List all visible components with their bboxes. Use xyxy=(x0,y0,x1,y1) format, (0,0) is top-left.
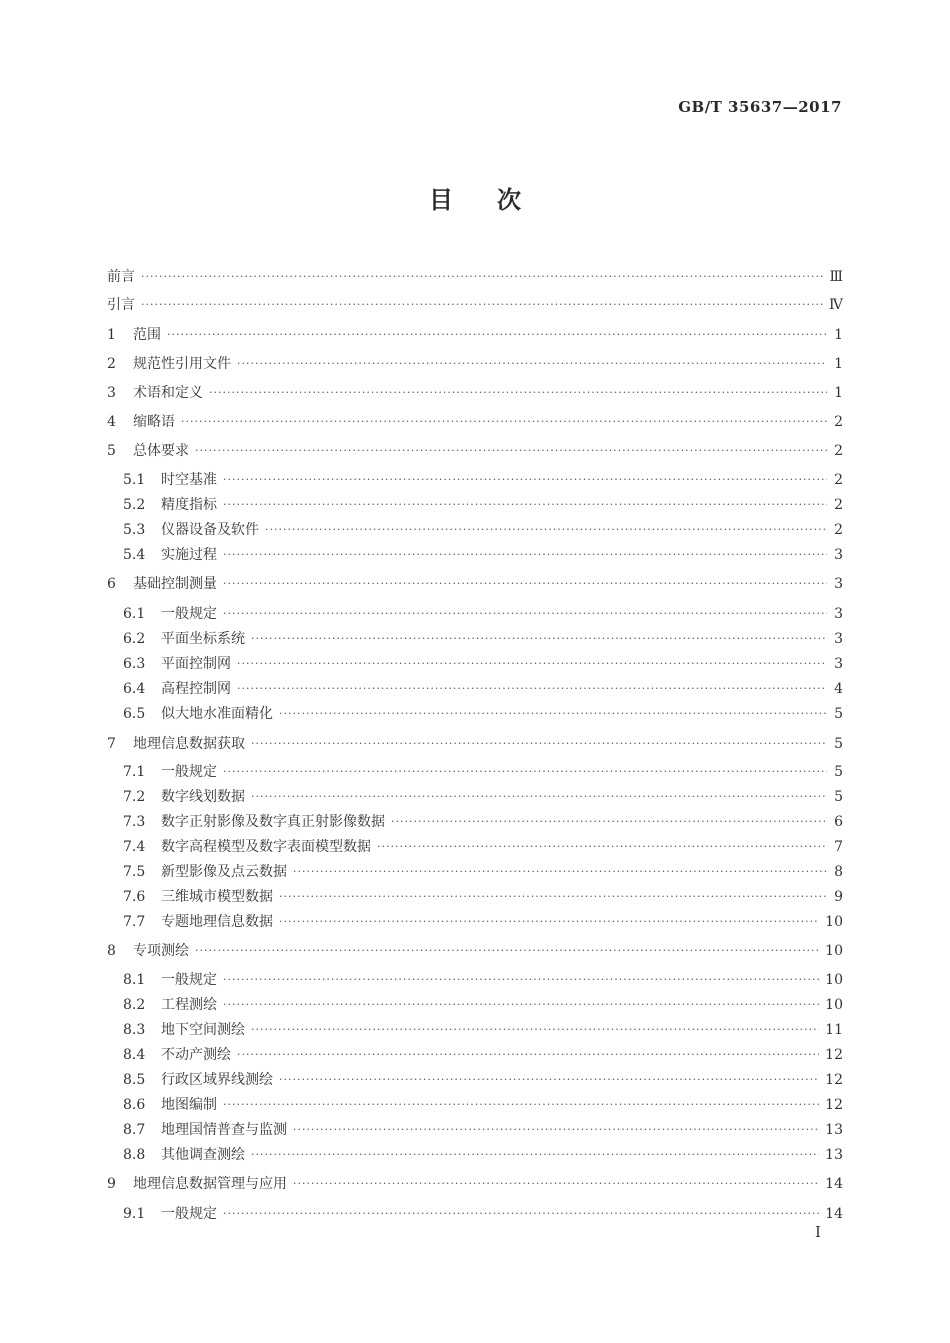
toc-entry-page: 1 xyxy=(834,327,843,343)
toc-entry-title: 地理信息数据管理与应用 xyxy=(133,1176,287,1192)
toc-entry[interactable] xyxy=(107,497,843,513)
toc-entry-page: 5 xyxy=(834,789,843,805)
toc-entry-number: 7.6 xyxy=(123,889,146,905)
toc-entry[interactable] xyxy=(107,269,843,285)
dot-leader xyxy=(167,327,827,343)
toc-entry-page: 3 xyxy=(834,656,843,672)
toc-entry-title: 地下空间测绘 xyxy=(161,1022,245,1038)
toc-entry-page: 1 xyxy=(834,356,843,372)
toc-entry-title: 专题地理信息数据 xyxy=(161,914,273,930)
toc-entry[interactable] xyxy=(107,631,843,647)
dot-leader xyxy=(279,706,827,722)
toc-entry-number: 5.2 xyxy=(123,497,146,513)
toc-entry-page: 2 xyxy=(834,414,843,430)
dot-leader xyxy=(279,914,819,930)
toc-entry[interactable] xyxy=(107,972,843,988)
toc-entry[interactable] xyxy=(107,356,843,372)
toc-entry-number: 8.1 xyxy=(123,972,146,988)
toc-entry-page: 5 xyxy=(834,706,843,722)
toc-entry-title: 其他调查测绘 xyxy=(161,1147,245,1163)
toc-entry-title: 一般规定 xyxy=(161,606,217,622)
toc-entry-number: 7.2 xyxy=(123,789,146,805)
dot-leader xyxy=(223,1206,819,1222)
toc-entry-page: 10 xyxy=(825,997,843,1013)
toc-entry-number: 8 xyxy=(107,943,116,959)
toc-entry-number: 6 xyxy=(107,576,116,592)
dot-leader xyxy=(223,497,827,513)
toc-entry[interactable] xyxy=(107,297,843,313)
toc-entry[interactable] xyxy=(107,606,843,622)
toc-entry-number: 5.3 xyxy=(123,522,146,538)
toc-entry[interactable] xyxy=(107,681,843,697)
dot-leader xyxy=(251,789,827,805)
toc-entry-page: 10 xyxy=(825,943,843,959)
toc-entry[interactable] xyxy=(107,522,843,538)
toc-entry[interactable] xyxy=(107,385,843,401)
toc-entry-title: 数字正射影像及数字真正射影像数据 xyxy=(161,814,385,830)
toc-entry-number: 9.1 xyxy=(123,1206,146,1222)
toc-entry-page: 2 xyxy=(834,497,843,513)
toc-entry-number: 8.8 xyxy=(123,1147,146,1163)
toc-entry-number: 6.1 xyxy=(123,606,146,622)
toc-entry-number: 8.7 xyxy=(123,1122,146,1138)
toc-entry-title: 地图编制 xyxy=(161,1097,217,1113)
toc-entry-number: 5.1 xyxy=(123,472,146,488)
toc-entry-title: 术语和定义 xyxy=(133,385,203,401)
dot-leader xyxy=(377,839,827,855)
dot-leader xyxy=(237,356,827,372)
toc-entry-number: 7.1 xyxy=(123,764,146,780)
toc-entry-page: 13 xyxy=(825,1147,843,1163)
toc-entry-title: 三维城市模型数据 xyxy=(161,889,273,905)
toc-entry-page: 9 xyxy=(834,889,843,905)
toc-entry-page: 3 xyxy=(834,606,843,622)
toc-entry-title: 不动产测绘 xyxy=(161,1047,231,1063)
toc-entry-page: 5 xyxy=(834,736,843,752)
toc-entry[interactable] xyxy=(107,1097,843,1113)
toc-entry-page: 7 xyxy=(834,839,843,855)
toc-entry-number: 8.4 xyxy=(123,1047,146,1063)
toc-entry-title: 专项测绘 xyxy=(133,943,189,959)
dot-leader xyxy=(209,385,827,401)
toc-entry[interactable] xyxy=(107,814,843,830)
page-title: 目次 xyxy=(429,185,565,214)
toc-entry[interactable] xyxy=(107,576,843,592)
dot-leader xyxy=(237,656,827,672)
dot-leader xyxy=(223,997,819,1013)
toc-entry-page: 12 xyxy=(825,1097,843,1113)
toc-entry-page: Ⅳ xyxy=(829,297,843,313)
toc-entry[interactable] xyxy=(107,327,843,343)
toc-entry[interactable] xyxy=(107,914,843,930)
toc-entry-page: 1 xyxy=(834,385,843,401)
toc-entry-number: 9 xyxy=(107,1176,116,1192)
toc-entry-number: 8.5 xyxy=(123,1072,146,1088)
toc-entry-page: 3 xyxy=(834,631,843,647)
toc-entry-title: 规范性引用文件 xyxy=(133,356,231,372)
toc-entry-page: 3 xyxy=(834,576,843,592)
dot-leader xyxy=(251,631,827,647)
toc-entry-page: 6 xyxy=(834,814,843,830)
dot-leader xyxy=(391,814,827,830)
toc-entry-number: 3 xyxy=(107,385,116,401)
toc-entry[interactable] xyxy=(107,1122,843,1138)
toc-entry[interactable] xyxy=(107,764,843,780)
toc-entry-page: 10 xyxy=(825,972,843,988)
toc-entry-title: 一般规定 xyxy=(161,1206,217,1222)
dot-leader xyxy=(279,1072,819,1088)
toc-entry[interactable] xyxy=(107,443,843,459)
toc-entry-title: 前言 xyxy=(107,269,135,285)
dot-leader xyxy=(237,681,827,697)
toc-entry-page: 11 xyxy=(825,1022,843,1038)
dot-leader xyxy=(223,547,827,563)
toc-entry-title: 新型影像及点云数据 xyxy=(161,864,287,880)
dot-leader xyxy=(265,522,827,538)
toc-entry-page: Ⅲ xyxy=(829,269,843,285)
dot-leader xyxy=(223,764,827,780)
toc-entry[interactable] xyxy=(107,1047,843,1063)
toc-entry-number: 1 xyxy=(107,327,116,343)
toc-entry[interactable] xyxy=(107,943,843,959)
dot-leader xyxy=(223,1097,819,1113)
toc-entry-number: 7 xyxy=(107,736,116,752)
toc-entry-page: 12 xyxy=(825,1047,843,1063)
toc-entry[interactable] xyxy=(107,1147,843,1163)
toc-entry-number: 8.2 xyxy=(123,997,146,1013)
toc-entry[interactable] xyxy=(107,789,843,805)
dot-leader xyxy=(293,1122,819,1138)
toc-entry-title: 平面控制网 xyxy=(161,656,231,672)
dot-leader xyxy=(251,736,827,752)
toc-entry-number: 7.5 xyxy=(123,864,146,880)
toc-entry-number: 6.3 xyxy=(123,656,146,672)
dot-leader xyxy=(251,1022,819,1038)
toc-entry-page: 13 xyxy=(825,1122,843,1138)
toc-entry-title: 似大地水准面精化 xyxy=(161,706,273,722)
toc-entry-number: 8.6 xyxy=(123,1097,146,1113)
toc-entry-number: 6.2 xyxy=(123,631,146,647)
toc-entry-title: 缩略语 xyxy=(133,414,175,430)
dot-leader xyxy=(223,576,827,592)
dot-leader xyxy=(181,414,827,430)
dot-leader xyxy=(223,606,827,622)
toc-entry[interactable] xyxy=(107,997,843,1013)
toc-entry[interactable] xyxy=(107,736,843,752)
dot-leader xyxy=(195,943,819,959)
toc-entry[interactable] xyxy=(107,414,843,430)
toc-entry-page: 4 xyxy=(834,681,843,697)
toc-entry-title: 数字高程模型及数字表面模型数据 xyxy=(161,839,371,855)
toc-entry-number: 6.4 xyxy=(123,681,146,697)
toc-entry-title: 引言 xyxy=(107,297,135,313)
dot-leader xyxy=(141,297,823,313)
dot-leader xyxy=(223,472,827,488)
toc-entry-title: 范围 xyxy=(133,327,161,343)
toc-entry[interactable] xyxy=(107,1206,843,1222)
dot-leader xyxy=(251,1147,819,1163)
toc-entry-title: 地理信息数据获取 xyxy=(133,736,245,752)
toc-entry-title: 平面坐标系统 xyxy=(161,631,245,647)
toc-entry[interactable] xyxy=(107,656,843,672)
dot-leader xyxy=(195,443,827,459)
toc-entry-page: 10 xyxy=(825,914,843,930)
toc-entry-title: 工程测绘 xyxy=(161,997,217,1013)
toc-entry-page: 8 xyxy=(834,864,843,880)
toc-entry[interactable] xyxy=(107,706,843,722)
toc-entry[interactable] xyxy=(107,1176,843,1192)
toc-entry[interactable] xyxy=(107,547,843,563)
toc-entry[interactable] xyxy=(107,864,843,880)
toc-entry-title: 一般规定 xyxy=(161,764,217,780)
page-number: I xyxy=(815,1223,821,1241)
toc-entry-title: 高程控制网 xyxy=(161,681,231,697)
toc-entry-page: 3 xyxy=(834,547,843,563)
toc-entry-page: 14 xyxy=(825,1206,843,1222)
dot-leader xyxy=(293,864,827,880)
toc-entry-number: 7.3 xyxy=(123,814,146,830)
toc-entry-number: 7.7 xyxy=(123,914,146,930)
toc-entry-page: 5 xyxy=(834,764,843,780)
dot-leader xyxy=(279,889,827,905)
toc-entry-number: 4 xyxy=(107,414,116,430)
toc-entry[interactable] xyxy=(107,472,843,488)
dot-leader xyxy=(293,1176,819,1192)
toc-entry-title: 行政区域界线测绘 xyxy=(161,1072,273,1088)
toc-entry-title: 总体要求 xyxy=(133,443,189,459)
dot-leader xyxy=(237,1047,819,1063)
toc-entry-title: 实施过程 xyxy=(161,547,217,563)
toc-entry-number: 8.3 xyxy=(123,1022,146,1038)
toc-entry-title: 基础控制测量 xyxy=(133,576,217,592)
toc-entry-page: 2 xyxy=(834,443,843,459)
dot-leader xyxy=(223,972,819,988)
toc-entry-title: 精度指标 xyxy=(161,497,217,513)
toc-entry-number: 7.4 xyxy=(123,839,146,855)
toc-entry-page: 12 xyxy=(825,1072,843,1088)
toc-entry[interactable] xyxy=(107,1022,843,1038)
toc-entry-number: 5 xyxy=(107,443,116,459)
toc-entry-page: 14 xyxy=(825,1176,843,1192)
standard-number: GB/T 35637—2017 xyxy=(678,98,842,116)
dot-leader xyxy=(141,269,823,285)
toc-entry[interactable] xyxy=(107,839,843,855)
toc-entry-title: 时空基准 xyxy=(161,472,217,488)
toc-entry[interactable] xyxy=(107,1072,843,1088)
toc-entry-title: 数字线划数据 xyxy=(161,789,245,805)
toc-entry-title: 仪器设备及软件 xyxy=(161,522,259,538)
toc-entry-number: 6.5 xyxy=(123,706,146,722)
toc-entry-number: 5.4 xyxy=(123,547,146,563)
toc-entry-page: 2 xyxy=(834,472,843,488)
toc-entry[interactable] xyxy=(107,889,843,905)
toc-entry-title: 地理国情普查与监测 xyxy=(161,1122,287,1138)
toc-entry-title: 一般规定 xyxy=(161,972,217,988)
toc-entry-number: 2 xyxy=(107,356,116,372)
toc-entry-page: 2 xyxy=(834,522,843,538)
